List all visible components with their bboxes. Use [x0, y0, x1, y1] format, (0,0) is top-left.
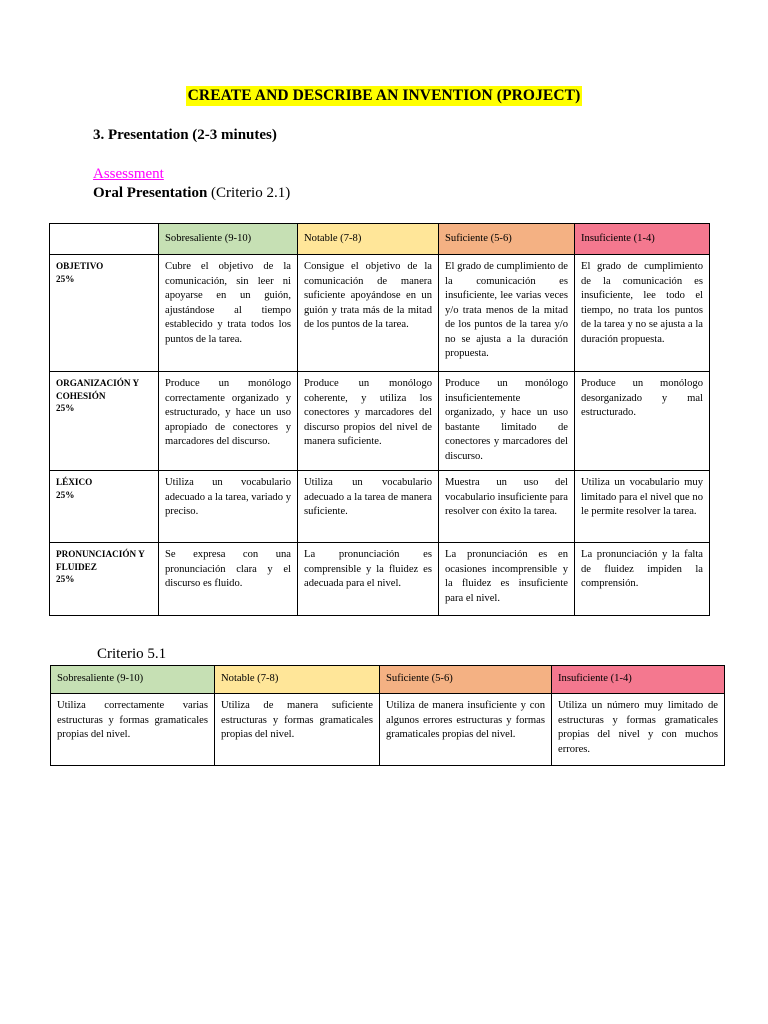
criterion-cell [50, 543, 159, 616]
oral-rubric-table [49, 223, 710, 616]
oral-presentation-criterion: (Criterio 2.1) [207, 185, 291, 201]
rubric-cell: Produce un monólogo correctamente organizado y estructurado, y hace un uso apropiado de conectores y marcadores del discurso. [159, 372, 298, 471]
oral-presentation-label: Oral Presentation [93, 185, 208, 201]
title-wrapper [0, 86, 768, 106]
rubric-cell: Utiliza de manera suficiente estructuras y formas gramaticales propias del nivel. [215, 694, 380, 766]
level-notable: Notable (7-8) [215, 666, 380, 694]
section-heading: 3. Presentation (2-3 minutes) [93, 127, 277, 143]
rubric-cell: Utiliza un número muy limitado de estructuras y formas gramaticales propias del nivel y con muchos errores. [552, 694, 725, 766]
rubric-cell: Muestra un uso del vocabulario insuficiente para resolver con éxito la tarea. [439, 471, 575, 543]
rubric-row-pronunciacion [50, 543, 710, 616]
header-blank-cell [50, 224, 159, 255]
rubric-cell: Utiliza un vocabulario adecuado a la tarea, variado y preciso. [159, 471, 298, 543]
level-insuficiente: Insuficiente (1-4) [552, 666, 725, 694]
rubric-cell: Utiliza un vocabulario adecuado a la tarea de manera suficiente. [298, 471, 439, 543]
rubric-cell: Produce un monólogo coherente, y utiliza los conectores y marcadores del discurso propios del nivel de manera suficiente. [298, 372, 439, 471]
rubric-row-organizacion [50, 372, 710, 471]
criterion-cell [50, 471, 159, 543]
criterion-cell [50, 255, 159, 372]
level-suficiente: Suficiente (5-6) [380, 666, 552, 694]
criterion-weight: 25% [56, 273, 75, 284]
criterion-name: ORGANIZACIÓN Y COHESIÓN [56, 378, 139, 401]
level-suficiente: Suficiente (5-6) [439, 224, 575, 255]
criterion-cell [50, 372, 159, 471]
rubric-cell: Produce un monólogo desorganizado y mal estructurado. [575, 372, 710, 471]
rubric-cell: Cubre el objetivo de la comunicación, sin leer ni apoyarse en un guión, ajustándose al tiempo establecido y trata todos los puntos de la tarea. [159, 255, 298, 372]
page-title: CREATE AND DESCRIBE AN INVENTION (PROJECT) [187, 87, 581, 104]
level-sobresaliente: Sobresaliente (9-10) [159, 224, 298, 255]
oral-presentation-heading [93, 185, 290, 202]
rubric-cell: La pronunciación es comprensible y la fluidez es adecuada para el nivel. [298, 543, 439, 616]
rubric-row-objetivo [50, 255, 710, 372]
rubric-cell: La pronunciación es en ocasiones incomprensible y la fluidez es insuficiente para el nivel. [439, 543, 575, 616]
criterion-name: PRONUNCIACIÓN Y FLUIDEZ [56, 549, 145, 572]
criterion-weight: 25% [56, 403, 75, 413]
rubric-cell: Consigue el objetivo de la comunicación de manera suficiente apoyándose en un guión y trata más de la mitad de los puntos de la tarea. [298, 255, 439, 372]
criterio-5-1-heading: Criterio 5.1 [97, 646, 167, 662]
rubric-cell: El grado de cumplimiento de la comunicación es insuficiente, lee varias veces y/o trata menos de la mitad de los puntos de la tarea y/o no se ajusta a la duración propuesta. [439, 255, 575, 372]
criterio-5-1-row [51, 694, 725, 766]
rubric-cell: Se expresa con una pronunciación clara y el discurso es fluido. [159, 543, 298, 616]
level-sobresaliente: Sobresaliente (9-10) [51, 666, 215, 694]
rubric-cell: Produce un monólogo insuficientemente organizado, y hace un uso bastante limitado de conectores y marcadores del discurso. [439, 372, 575, 471]
rubric-cell: Utiliza un vocabulario muy limitado para el nivel que no le permite resolver la tarea. [575, 471, 710, 543]
assessment-link: Assessment [93, 166, 164, 182]
rubric-cell: El grado de cumplimiento de la comunicación es insuficiente, lee todo el tiempo, no trata los puntos de la tarea y no se ajusta a la duración propuesta. [575, 255, 710, 372]
criterion-name: LÉXICO [56, 477, 93, 487]
level-insuficiente: Insuficiente (1-4) [575, 224, 710, 255]
rubric-header-row [50, 224, 710, 255]
criterio-5-1-table [50, 665, 725, 766]
criterion-name: OBJETIVO [56, 261, 104, 271]
rubric-row-lexico [50, 471, 710, 543]
level-notable: Notable (7-8) [298, 224, 439, 255]
criterion-weight: 25% [56, 489, 75, 500]
rubric-cell: La pronunciación y la falta de fluidez impiden la comprensión. [575, 543, 710, 616]
rubric-cell: Utiliza correctamente varias estructuras y formas gramaticales propias del nivel. [51, 694, 215, 766]
criterio-5-1-header-row [51, 666, 725, 694]
criterion-weight: 25% [56, 574, 75, 584]
rubric-cell: Utiliza de manera insuficiente y con algunos errores estructuras y formas gramaticales propias del nivel. [380, 694, 552, 766]
